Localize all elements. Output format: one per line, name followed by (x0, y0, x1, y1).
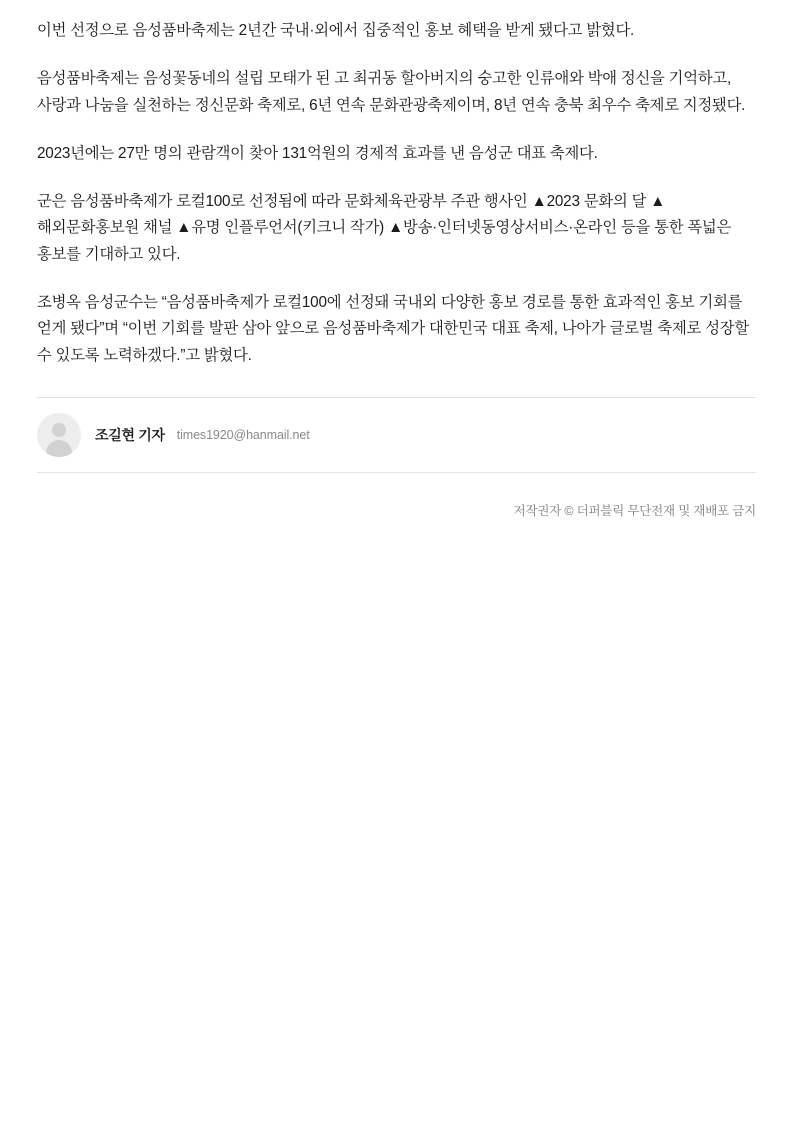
reporter-name[interactable]: 조길현 기자 (95, 426, 165, 443)
reporter-email[interactable]: times1920@hanmail.net (176, 427, 310, 442)
article-paragraph: 이번 선정으로 음성품바축제는 2년간 국내·외에서 집중적인 홍보 혜택을 받게 됐다고 밝혔다. (37, 22, 635, 39)
article-paragraph: 2023년에는 27만 명의 관람객이 찾아 131억원의 경제적 효과를 낸 음성군 대표 축제다. (37, 144, 598, 162)
byline (37, 398, 756, 472)
user-avatar-icon (37, 413, 81, 457)
byline-bottom-divider (37, 472, 756, 473)
article-paragraph: 조병옥 음성군수는 “음성품바축제가 로컬100에 선정돼 국내외 다양한 홍보 경로를 통한 효과적인 홍보 기회를 얻게 됐다”며 “이번 기회를 발판 삼아 앞으로 음성품바축제가 대한민국 대표 축제, 나아가 글로벌 축제로 성장할 수 있도록 노력하겠다.”고 밝혔다. (37, 294, 749, 364)
article-paragraph: 군은 음성품바축제가 로컬100로 선정됨에 따라 문화체육관광부 주관 행사인 ▲2023 문화의 달 ▲해외문화홍보원 채널 ▲유명 인플루언서(키크니 작가) ▲방송·인터넷동영상서비스·온라인 등을 통한 폭넓은 홍보를 기대하고 있다. (37, 193, 732, 263)
article-paragraph: 음성품바축제는 음성꽃동네의 설립 모태가 된 고 최귀동 할아버지의 숭고한 인류애와 박애 정신을 기억하고, 사랑과 나눔을 실천하는 정신문화 축제로, 6년 연속 문화관광축제이며, 8년 연속 충북 최우수 축제로 지정됐다. (37, 70, 746, 114)
article-body (37, 18, 756, 369)
copyright-notice: 저작권자 © 더퍼블릭 무단전재 및 재배포 금지 (513, 503, 756, 518)
